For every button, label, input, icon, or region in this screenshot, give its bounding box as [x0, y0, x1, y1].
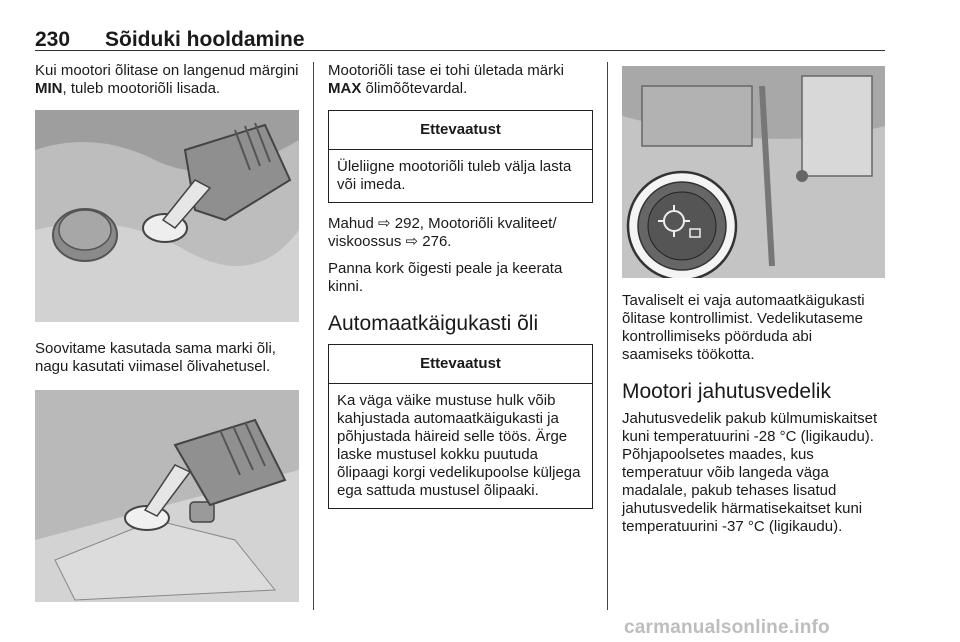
illustration-oil-filling-2 [35, 390, 299, 602]
column-left [35, 62, 299, 602]
section-heading-coolant: Mootori jahutusvedelik [622, 380, 831, 403]
page-title: Sõiduki hooldamine [105, 28, 305, 51]
column-divider-right [607, 62, 608, 610]
illustration-oil-filling [35, 110, 299, 322]
page-number: 230 [35, 28, 71, 51]
paragraph-transmission-check: Tavaliselt ei vaja automaatkäigukasti õlitase kontrollimist. Vedelikutaseme kontrollimiseks pöörduda abi saamiseks töökotta. [622, 292, 865, 363]
paragraph-capacities: Mahud ⇨ 292, Mootoriõli kvaliteet/ viskoossus ⇨ 276. [328, 215, 557, 250]
caution-text: Üleliigne mootoriõli tuleb välja lasta või imeda. [337, 158, 572, 193]
paragraph-oil-min: Kui mootori õlitase on langenud märgini MIN, tuleb mootoriõli lisada. [35, 62, 299, 97]
watermark: carmanualsonline.info [624, 617, 830, 638]
caution-title: Ettevaatust [329, 111, 592, 150]
paragraph-oil-max: Mootoriõli tase ei tohi ületada märki MAX õlimõõtevardal. [328, 62, 564, 97]
paragraph-cap: Panna kork õigesti peale ja keerata kinni. [328, 260, 563, 295]
paragraph-same-brand: Soovitame kasutada sama marki õli, nagu kasutati viimasel õlivahetusel. [35, 340, 276, 375]
caution-text: Ka väga väike mustuse hulk võib kahjustada automaatkäigukasti ja põhjustada häireid selle töös. Ärge laske mustusel kokku puutuda õlipaagi korgi vedelikupoolse küljega ega sattuda mustusel õlipaaki. [337, 392, 581, 499]
section-heading-transmission-oil: Automaatkäigukasti õli [328, 312, 539, 335]
caution-box-excess-oil [328, 110, 593, 203]
column-right [622, 62, 885, 536]
illustration-transmission-cap [622, 66, 885, 278]
caution-title: Ettevaatust [329, 345, 592, 384]
column-middle [328, 62, 593, 509]
caution-box-dirt [328, 344, 593, 509]
page-header [35, 28, 885, 51]
column-divider-left [313, 62, 314, 610]
paragraph-coolant: Jahutusvedelik pakub külmumiskaitset kuni temperatuurini -28 °C (ligikaudu). Põhjapoolsetes maades, kus temperatuur võib langeda väga madalale, pakub tehases lisatud jahutusvedelik härmatisekaitset kuni temperatuurini -37 °C (ligikaudu). [622, 410, 878, 535]
